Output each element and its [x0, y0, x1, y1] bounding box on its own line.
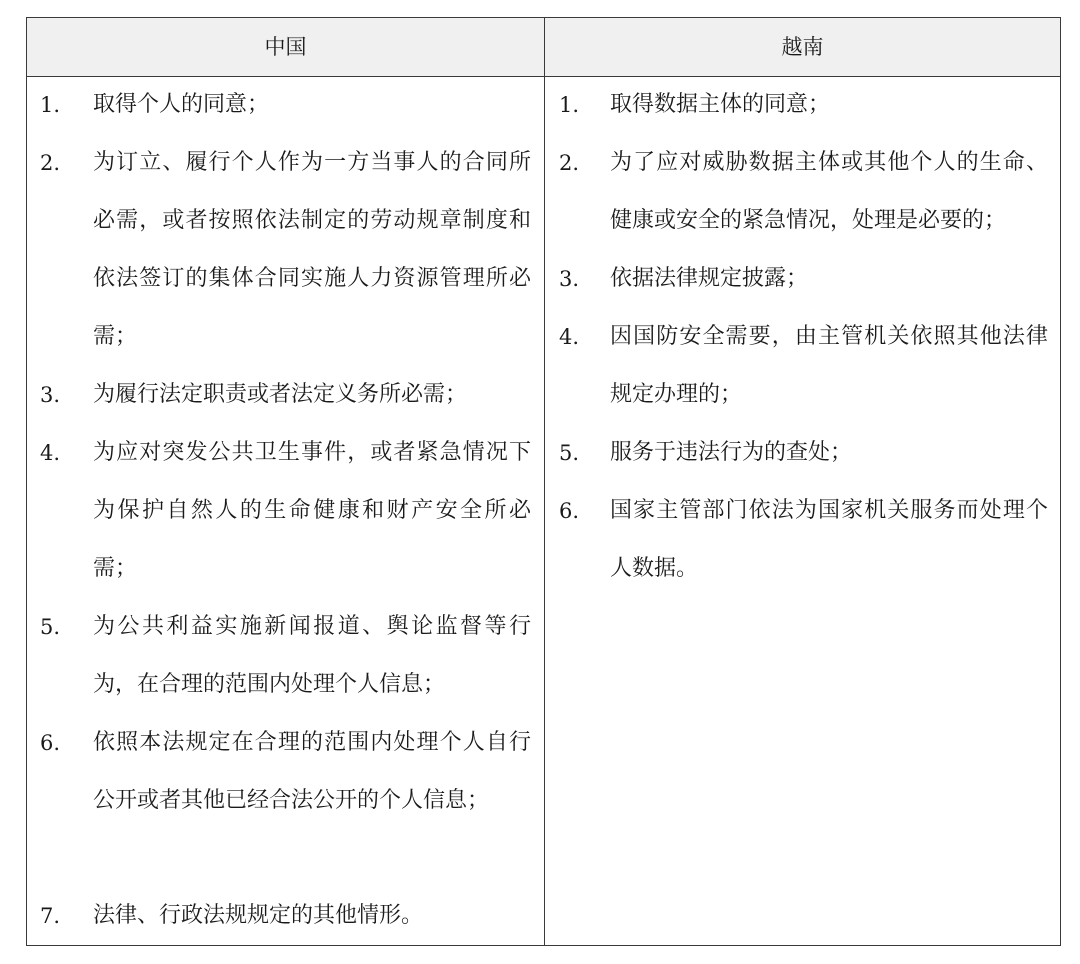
list-item	[27, 598, 544, 714]
list-item	[27, 714, 544, 830]
item-text: 取得个人的同意；	[93, 92, 270, 117]
item-number: 5.	[559, 441, 580, 465]
item-number: 5.	[40, 615, 61, 639]
item-text: 国家主管部门依法为国家机关服务而处理个人数据。	[610, 498, 1048, 581]
item-text: 服务于违法行为的查处；	[610, 440, 853, 465]
item-text: 为履行法定职责或者法定义务所必需；	[93, 382, 468, 407]
item-number: 4.	[559, 325, 580, 349]
item-text: 依照本法规定在合理的范围内处理个人自行公开或者其他已经合法公开的个人信息；	[93, 730, 531, 813]
list-item	[546, 482, 1060, 598]
item-number: 2.	[559, 151, 580, 175]
item-text: 法律、行政法规规定的其他情形。	[93, 903, 424, 928]
item-number: 6.	[40, 731, 61, 755]
list-item	[27, 76, 544, 134]
column-divider	[544, 18, 545, 945]
list-item	[27, 134, 544, 366]
item-number: 3.	[40, 383, 61, 407]
list-item	[546, 134, 1060, 250]
item-text: 取得数据主体的同意；	[610, 92, 831, 117]
list-item	[27, 366, 544, 424]
item-text: 为应对突发公共卫生事件，或者紧急情况下为保护自然人的生命健康和财产安全所必需；	[93, 440, 531, 581]
item-number: 1.	[559, 93, 580, 117]
item-text: 为公共利益实施新闻报道、舆论监督等行为，在合理的范围内处理个人信息；	[93, 614, 531, 697]
list-item	[546, 76, 1060, 134]
header-vietnam: 越南	[781, 35, 824, 59]
china-column	[27, 76, 544, 830]
list-item	[546, 250, 1060, 308]
item-text: 为订立、履行个人作为一方当事人的合同所必需，或者按照依法制定的劳动规章制度和依法签订的集体合同实施人力资源管理所必需；	[93, 150, 531, 349]
list-item	[546, 424, 1060, 482]
item-number: 4.	[40, 441, 61, 465]
header-china: 中国	[264, 35, 307, 59]
item-number: 1.	[40, 93, 61, 117]
item-number: 2.	[40, 151, 61, 175]
item-text: 因国防安全需要，由主管机关依照其他法律规定办理的；	[610, 324, 1048, 407]
item-number: 7.	[40, 904, 61, 928]
item-text: 依据法律规定披露；	[610, 266, 809, 291]
comparison-table	[26, 17, 1061, 946]
list-item	[27, 887, 544, 945]
vietnam-column	[546, 76, 1060, 598]
item-text: 为了应对威胁数据主体或其他个人的生命、健康或安全的紧急情况，处理是必要的；	[610, 150, 1048, 233]
list-item	[546, 308, 1060, 424]
list-item	[27, 424, 544, 598]
item-number: 3.	[559, 267, 580, 291]
item-number: 6.	[559, 499, 580, 523]
